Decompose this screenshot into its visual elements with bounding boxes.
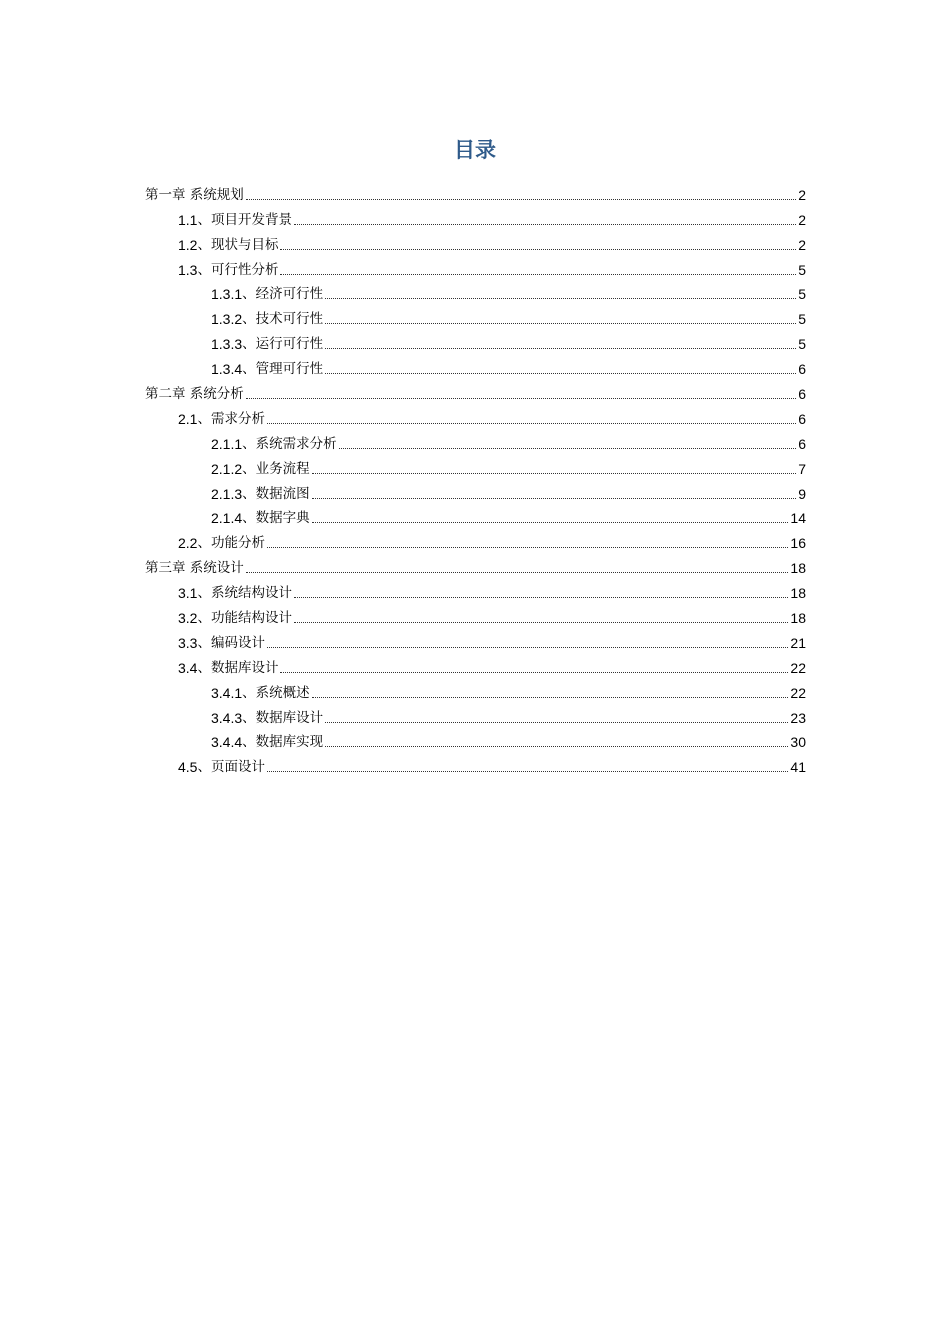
toc-entry-page-number: 18	[790, 610, 806, 627]
toc-entry-number: 3.4	[178, 659, 198, 676]
toc-title: 目录	[454, 138, 496, 162]
toc-entry[interactable]	[145, 328, 806, 353]
toc-entry[interactable]	[145, 677, 806, 702]
toc-entry-number: 3.4.3	[211, 709, 243, 726]
toc-entry-label: 第三章 系统设计	[145, 560, 244, 577]
toc-entry-label: 第一章 系统规划	[145, 186, 244, 203]
toc-entry-number: 2.2	[178, 535, 198, 552]
toc-dot-leader	[339, 448, 797, 449]
toc-entry-number: 4.5	[178, 759, 198, 776]
toc-dot-leader	[312, 697, 789, 698]
toc-list	[145, 179, 806, 776]
toc-entry-label: 、可行性分析	[197, 261, 279, 278]
toc-entry-label: 、功能分析	[197, 535, 265, 552]
toc-entry-label: 、功能结构设计	[197, 610, 292, 627]
toc-entry[interactable]	[145, 652, 806, 677]
toc-entry-label: 、系统需求分析	[242, 435, 337, 452]
toc-entry[interactable]	[145, 453, 806, 478]
toc-dot-leader	[325, 746, 788, 747]
toc-entry-label: 、运行可行性	[242, 336, 324, 353]
toc-entry-number: 2.1.3	[211, 485, 243, 502]
toc-dot-leader	[294, 622, 788, 623]
toc-entry[interactable]	[145, 702, 806, 727]
toc-entry[interactable]	[145, 527, 806, 552]
toc-entry-page-number: 30	[790, 734, 806, 751]
toc-entry-number: 1.1	[178, 211, 198, 228]
toc-entry-page-number: 22	[790, 659, 806, 676]
toc-dot-leader	[312, 498, 797, 499]
toc-entry-number: 3.4.1	[211, 684, 243, 701]
toc-dot-leader	[267, 547, 788, 548]
toc-entry-number: 1.3.2	[211, 311, 243, 328]
toc-entry-number: 1.2	[178, 236, 198, 253]
toc-dot-leader	[294, 224, 796, 225]
toc-entry-label: 、管理可行性	[242, 361, 324, 378]
toc-dot-leader	[246, 199, 796, 200]
toc-entry-page-number: 23	[790, 709, 806, 726]
toc-entry-page-number: 9	[798, 485, 806, 502]
toc-entry-number: 2.1.2	[211, 460, 243, 477]
toc-entry-page-number: 2	[798, 236, 806, 253]
toc-dot-leader	[325, 373, 796, 374]
toc-entry[interactable]	[145, 279, 806, 304]
toc-entry-number: 2.1	[178, 410, 198, 427]
toc-entry-number: 1.3.3	[211, 336, 243, 353]
toc-entry-label: 、数据字典	[242, 510, 310, 527]
toc-entry-page-number: 5	[798, 286, 806, 303]
toc-entry-number: 3.1	[178, 585, 198, 602]
toc-entry-label: 、数据流图	[242, 485, 310, 502]
toc-entry[interactable]	[145, 503, 806, 528]
toc-entry-label: 第二章 系统分析	[145, 386, 244, 403]
toc-entry[interactable]	[145, 254, 806, 279]
toc-entry-label: 、系统结构设计	[197, 585, 292, 602]
toc-entry[interactable]	[145, 403, 806, 428]
toc-dot-leader	[267, 423, 796, 424]
toc-entry-label: 、数据库实现	[242, 734, 324, 751]
toc-entry-page-number: 2	[798, 211, 806, 228]
toc-entry-label: 、现状与目标	[197, 236, 279, 253]
toc-dot-leader	[325, 298, 796, 299]
toc-entry[interactable]	[145, 627, 806, 652]
toc-entry-page-number: 6	[798, 435, 806, 452]
toc-entry-number: 2.1.1	[211, 435, 243, 452]
toc-entry-label: 、数据库设计	[242, 709, 324, 726]
toc-entry[interactable]	[145, 229, 806, 254]
toc-entry-number: 1.3	[178, 261, 198, 278]
toc-dot-leader	[246, 572, 789, 573]
toc-entry-number: 1.3.4	[211, 361, 243, 378]
toc-entry-page-number: 14	[790, 510, 806, 527]
toc-entry-label: 、经济可行性	[242, 286, 324, 303]
toc-entry-number: 3.4.4	[211, 734, 243, 751]
toc-entry[interactable]	[145, 353, 806, 378]
toc-entry[interactable]	[145, 204, 806, 229]
toc-entry-label: 、项目开发背景	[197, 211, 292, 228]
toc-entry-label: 、数据库设计	[197, 659, 279, 676]
toc-entry[interactable]	[145, 727, 806, 752]
toc-dot-leader	[267, 771, 788, 772]
toc-entry-page-number: 22	[790, 684, 806, 701]
toc-entry-number: 3.2	[178, 610, 198, 627]
toc-entry[interactable]	[145, 478, 806, 503]
toc-entry-label: 、系统概述	[242, 684, 310, 701]
toc-entry[interactable]	[145, 428, 806, 453]
toc-dot-leader	[280, 249, 796, 250]
toc-entry-page-number: 41	[790, 759, 806, 776]
toc-dot-leader	[280, 274, 796, 275]
toc-entry-label: 、业务流程	[242, 460, 310, 477]
toc-entry-page-number: 2	[798, 186, 806, 203]
toc-entry-label: 、页面设计	[197, 759, 265, 776]
toc-entry-page-number: 5	[798, 311, 806, 328]
toc-entry-page-number: 18	[790, 560, 806, 577]
toc-dot-leader	[325, 323, 796, 324]
toc-entry[interactable]	[145, 602, 806, 627]
toc-entry[interactable]	[145, 378, 806, 403]
toc-entry-page-number: 6	[798, 410, 806, 427]
toc-entry-page-number: 16	[790, 535, 806, 552]
toc-entry-page-number: 6	[798, 361, 806, 378]
toc-entry[interactable]	[145, 552, 806, 577]
toc-dot-leader	[312, 473, 797, 474]
toc-dot-leader	[267, 647, 788, 648]
toc-entry[interactable]	[145, 303, 806, 328]
toc-entry-number: 2.1.4	[211, 510, 243, 527]
toc-dot-leader	[325, 722, 788, 723]
toc-entry-page-number: 18	[790, 585, 806, 602]
toc-dot-leader	[246, 398, 796, 399]
toc-entry[interactable]	[145, 179, 806, 204]
toc-entry-page-number: 21	[790, 634, 806, 651]
toc-entry-label: 、编码设计	[197, 634, 265, 651]
toc-entry-label: 、技术可行性	[242, 311, 324, 328]
toc-dot-leader	[325, 348, 796, 349]
toc-entry-page-number: 7	[798, 460, 806, 477]
toc-dot-leader	[312, 522, 789, 523]
toc-entry-label: 、需求分析	[197, 410, 265, 427]
toc-dot-leader	[294, 597, 788, 598]
toc-entry-number: 1.3.1	[211, 286, 243, 303]
toc-entry-page-number: 6	[798, 386, 806, 403]
toc-entry[interactable]	[145, 577, 806, 602]
toc-entry-number: 3.3	[178, 634, 198, 651]
toc-entry-page-number: 5	[798, 261, 806, 278]
toc-entry-page-number: 5	[798, 336, 806, 353]
toc-dot-leader	[280, 672, 788, 673]
toc-entry[interactable]	[145, 751, 806, 776]
